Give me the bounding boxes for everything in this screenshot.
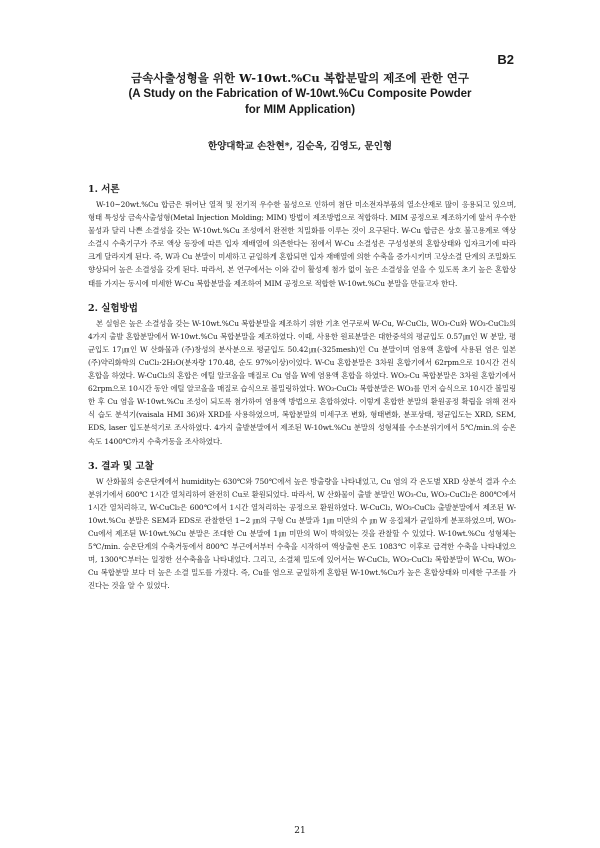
title-english-line2: for MIM Application) xyxy=(244,104,356,116)
section-results xyxy=(88,460,516,593)
section-paragraph: W-10~20wt.%Cu 합금은 뛰어난 열적 및 전기적 우수한 물성으로 인하여 첨단 미소전자부품의 열소산재로 많이 응용되고 있으며, 형태 특성상 금속사출성형(Metal Injection Molding; MIM) 방법이 제조방법으로 적합하다. MIM 공정으로 제조하기에 앞서 우수한 물성과 달리 나쁜 소결성을 갖는 W-10wt.%Cu 조성에서 완전한 치밀화를 이루는 것이 요구된다. W-Cu 합금은 상호 불고용계로 액상소결시 수축기구가 주로 액상 등장에 따른 입자 재배열에 의존한다는 점에서 W-Cu 소결성은 구성성분의 혼합상태와 입자크기에 따라 크게 달라지게 된다. 즉, W과 Cu 분말이 미세하고 균일하게 혼합되면 입자 재배열에 의한 수축을 증가시키며 고상소결 단계의 조밀화도 향상되어 높은 소결성을 갖게 된다. 따라서, 본 연구에서는 이와 같이 활성제 첨가 없이 높은 소결성을 얻을 수 있도록 초기 높은 혼합상태를 가지는 동시에 미세한 W-Cu 복합분말을 제조하여 MIM 공정으로 적합한 W-10wt.%Cu 분말을 만들고자 한다. xyxy=(88,200,516,288)
page-number: 21 xyxy=(294,826,306,836)
section-paragraph: W 산화물의 승온단계에서 humidity는 630℃와 750℃에서 높은 방출량을 나타내었고, Cu 염의 각 온도별 XRD 상분석 결과 수소분위기에서 600℃ 1시간 열처리하여 완전히 Cu로 환원되었다. 따라서, W 산화물이 출발 분말인 WO₃-Cu, WO₃-CuCl₂은 800℃에서 1시간 열처리하고, W-CuCl₂은 600℃에서 1시간 열처리하는 공정으로 환원하였다. W-CuCl₂, WO₃-CuCl₂ 출발분말에서 제조된 W-10wt.%Cu 분말은 SEM과 EDS로 관찰한던 1~2 ㎛의 구형 Cu 분말과 1㎛ 미만의 수 ㎛ W 응집체가 균일하게 분포하였으며, WO₃-Cu에서 제조된 W-10wt.%Cu 분말은 조대한 Cu 분말에 1㎛ 미만의 W이 박혀있는 것을 관찰할 수 있었다. W-10wt.%Cu 성형체는 5℃/min. 승온단계의 수축거동에서 800℃ 부근에서부터 수축을 시작하여 액상출현 온도 1083℃ 이후로 급격한 수축을 나타내었으며, 1300℃부터는 일정한 선수축율을 나타내었다. 그리고, 소결체 밀도에 있어서는 W-CuCl₂, WO₃-CuCl₂ 복합분말이 W-Cu, WO₃-Cu 복합분말 보다 더 높은 소결 밀도를 가졌다. 즉, Cu를 염으로 균일하게 혼합된 W-10wt.%Cu가 높은 혼합상태와 미세한 구조를 가진다는 것을 알 수 있었다. xyxy=(88,476,516,591)
section-introduction xyxy=(88,183,516,290)
section-heading: 1. 서론 xyxy=(88,184,120,195)
title-block xyxy=(100,70,500,118)
paper-body xyxy=(88,183,516,604)
section-paragraph: 본 실험은 높은 소결성을 갖는 W-10wt.%Cu 복합분말을 제조하기 위한 기초 연구로써 W-Cu, W-CuCl₂, WO₃-Cu와 WO₃-CuCl₂의 4가지 출발 혼합분말에서 W-10wt.%Cu 복합분말을 제조하였다. 이때, 사용한 원료분말은 대한중석의 평균입도 0.57㎛인 W 분말, 평균입도 17㎛인 W 산화물과 (주)창성의 분사분으로 평균입도 50.42㎛(-325mesh)인 Cu 분말이며 염용액 혼합에 사용된 염은 일본 (주)약리화학의 CuCl₂·2H₂O(분자량 170.48, 순도 97%이상)이었다. W-Cu 혼합분말은 3차원 혼합기에서 62rpm으로 10시간 건식혼합을 하였다. W-CuCl₂의 혼합은 에틸 알코올을 매질로 Cu 염을 W에 염용액 혼합을 하였다. WO₃-Cu 복합분말은 3차원 혼합기에서 62rpm으로 10시간 동안 에틸 알코올을 매질로 습식으로 볼밀링하였다. WO₃-CuCl₂ 복합분말은 WO₃를 먼저 습식으로 10시간 볼밀링한 후 Cu 염을 W-10wt.%Cu 조성이 되도록 첨가하여 염용액 방법으로 혼합하였다. 이렇게 혼합한 분말의 환원공정 확립을 위해 전자식 습도 분석기(vaisala HMI 36)와 XRD를 사용하였으며, 복합분말의 미세구조 변화, 형태변화, 분포상태, 평균입도는 XRD, SEM, EDS, laser 입도분석기로 조사하였다. 4가지 출발분말에서 제조된 W-10wt.%Cu 분말의 성형체를 수소분위기에서 5℃/min.의 승온속도 1400℃까지 수축거동을 조사하였다. xyxy=(88,318,516,446)
section-heading: 3. 결과 및 고찰 xyxy=(88,460,154,472)
section-methods xyxy=(88,302,516,448)
authors: 한양대학교 손찬현*, 김순옥, 김영도, 문인형 xyxy=(207,141,393,152)
title-korean: 금속사출성형을 위한 W-10wt.%Cu 복합분말의 제조에 관한 연구 xyxy=(130,71,470,85)
section-heading: 2. 실험방법 xyxy=(88,302,138,314)
title-english-line1: (A Study on the Fabrication of W-10wt.%Cu Composite Powder xyxy=(128,88,472,100)
page-code: B2 xyxy=(497,52,514,67)
